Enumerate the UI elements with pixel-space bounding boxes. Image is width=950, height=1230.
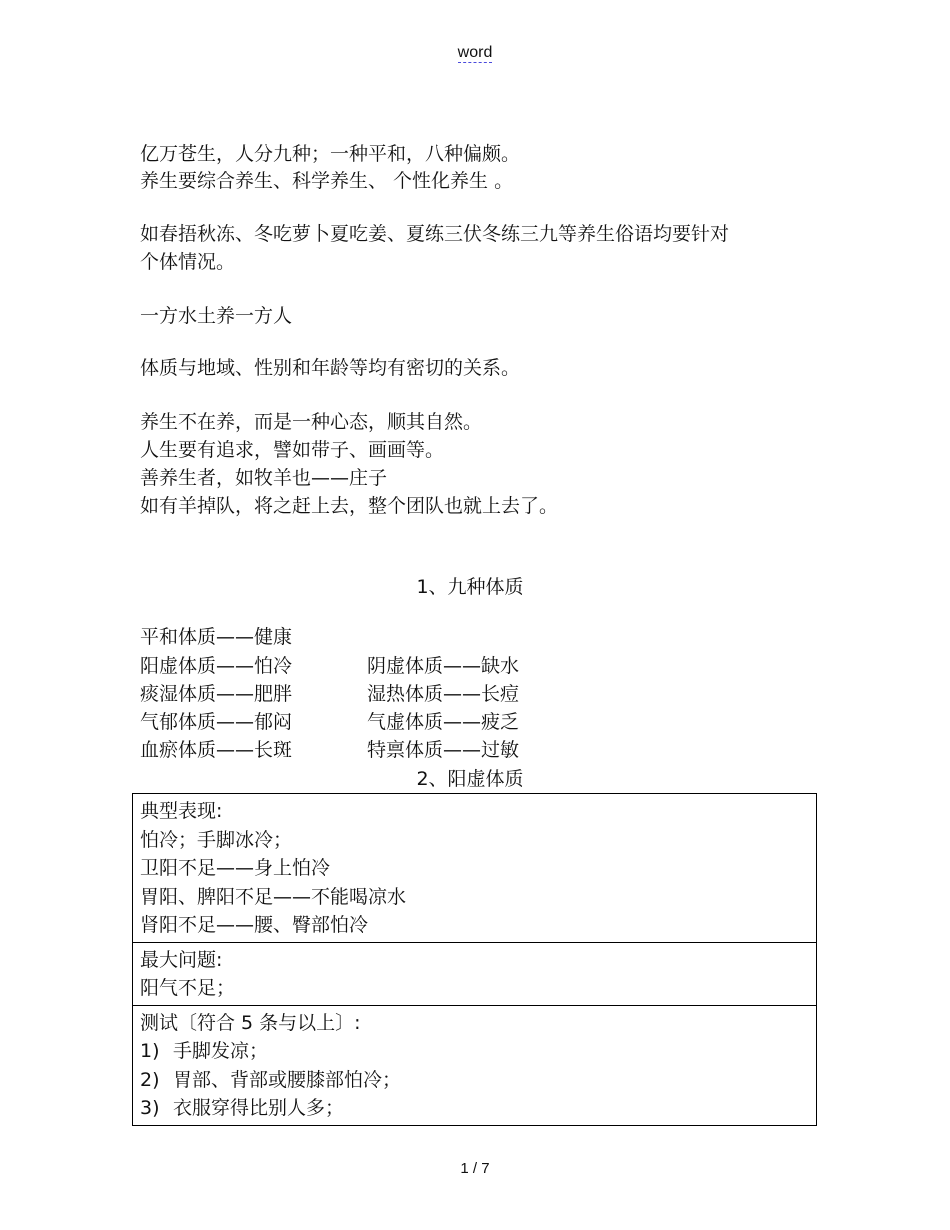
cell-line: 典型表现: [140,800,223,822]
test-item-number: 3) [140,1097,160,1119]
text-line: 如有羊掉队，将之赶上去，整个团队也就上去了。 [140,495,559,517]
section-heading: 2、阳虚体质 [416,768,524,790]
header-text: word [457,44,493,61]
constitution-item: 痰湿体质——肥胖 [140,683,293,705]
text-line: 善养生者，如牧羊也——庄子 [140,467,388,489]
text-line: 养生不在养，而是一种心态，顺其自然。 [140,411,483,433]
cell-line: 胃阳、脾阳不足——不能喝凉水 [140,885,407,908]
yang-deficiency-table [132,793,817,1126]
test-item-text: 衣服穿得比别人多； [173,1097,345,1119]
text-line: 体质与地域、性别和年龄等均有密切的关系。 [140,357,521,379]
table-cell-test [133,1006,816,1125]
section-heading: 1、九种体质 [416,576,524,598]
cell-line: 阳气不足； [140,977,236,999]
test-item-text: 胃部、背部或腰膝部怕冷； [173,1068,402,1091]
test-item [140,1094,809,1123]
constitution-item: 阳虚体质——怕冷 [140,655,293,677]
text-line: 一方水土养一方人 [140,305,293,327]
constitution-item: 血瘀体质——长斑 [140,739,293,761]
test-item-text: 手脚发凉； [173,1040,269,1062]
text-line: 个体情况。 [140,251,236,273]
constitution-item: 阴虚体质——缺水 [367,655,520,677]
page-number: 1 / 7 [460,1160,490,1177]
constitution-item: 气虚体质——疲乏 [367,711,520,733]
constitution-item: 平和体质——健康 [140,626,293,648]
text-line: 养生要综合养生、科学养生、 个性化养生 。 [140,170,514,192]
cell-line: 怕冷；手脚冰冷； [140,828,293,851]
text-line: 亿万苍生，人分九种；一种平和，八种偏颇。 [140,143,521,165]
cell-line: 最大问题: [140,948,223,971]
cell-line: 肾阳不足——腰、臀部怕冷 [140,914,369,936]
test-item-number: 2) [140,1068,160,1091]
test-item [140,1066,809,1095]
test-item [140,1037,809,1066]
constitution-item: 特禀体质——过敏 [367,739,520,761]
table-cell-main-problem [133,943,816,1006]
cell-line: 卫阳不足——身上怕冷 [140,857,331,879]
constitution-item: 湿热体质——长痘 [367,683,520,705]
text-line: 如春捂秋冻、冬吃萝卜夏吃姜、夏练三伏冬练三九等养生俗语均要针对 [140,223,730,245]
constitution-item: 气郁体质——郁闷 [140,711,293,733]
test-item-number: 1) [140,1040,160,1062]
page-header [0,44,950,62]
table-cell-typical [133,794,816,943]
cell-line: 测试〔符合 5 条与以上〕: [140,1011,361,1034]
text-line: 人生要有追求，譬如带子、画画等。 [140,439,445,461]
